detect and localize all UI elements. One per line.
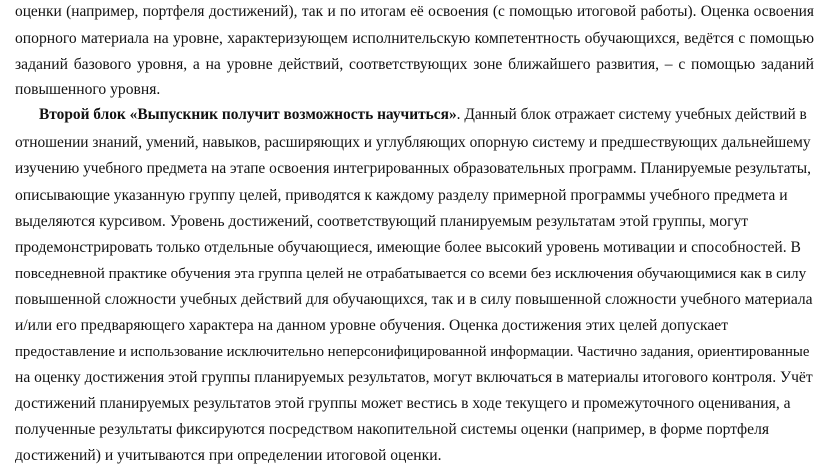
text-line: достижений) и учитываются при определении итоговой оценки. (15, 447, 442, 464)
text-line: оценки (например, портфеля достижений), так и по итогам её освоения (с помощью итоговой работы). Оценка освоения (15, 3, 814, 20)
paragraph-heading-line (39, 105, 807, 125)
text-line: и/или его предваряющего характера на данном уровне обучения. Оценка достижения этих целей допускает (15, 317, 729, 334)
text-line: опорного материала на уровне, характеризующем исполнительскую компетентность обучающихся, ведётся с помощью (15, 30, 814, 47)
text-line: повышенного уровня. (15, 81, 161, 98)
text-line: полученные результаты фиксируются посредством накопительной системы оценки (например, в форме портфеля (15, 421, 770, 438)
text-line: изучению учебного предмета на этапе освоения интегрированных образовательных программ. Планируемые результаты, (15, 160, 811, 177)
text-line: предоставление и использование исключительно неперсонифицированной информации. Частично задания, ориентированные (15, 344, 810, 360)
text-line: достижений планируемых результатов этой группы может вестись в ходе текущего и промежуточного оценивания, а (15, 395, 791, 412)
text-line: на оценку достижения этой группы планируемых результатов, могут включаться в материалы итогового контроля. Учёт (15, 369, 813, 386)
text-line: повседневной практике обучения эта группа целей не отрабатывается со всеми без исключения обучающимися как в силу (15, 265, 807, 282)
heading-continuation: . Данный блок отражает систему учебных действий в (456, 106, 807, 123)
text-line: выделяются курсивом. Уровень достижений, соответствующий планируемым результатам этой группы, могут (15, 213, 749, 230)
text-line: отношении знаний, умений, навыков, расширяющих и углубляющих опорную систему и предшествующих дальнейшему (15, 134, 811, 151)
text-line: повышенной сложности учебных действий для обучающихся, так и в силу повышенной сложности учебного материала (15, 291, 813, 308)
block-heading: Второй блок «Выпускник получит возможность научиться» (39, 106, 457, 123)
text-line: описывающие указанную группу целей, приводятся к каждому разделу примерной программы учебного предмета и (15, 187, 788, 204)
text-line: продемонстрировать только отдельные обучающиеся, имеющие более высокий уровень мотивации и способностей. В (15, 239, 801, 256)
text-line: заданий базового уровня, а на уровне действий, соответствующих зоне ближайшего развития, – с помощью заданий (15, 56, 814, 73)
